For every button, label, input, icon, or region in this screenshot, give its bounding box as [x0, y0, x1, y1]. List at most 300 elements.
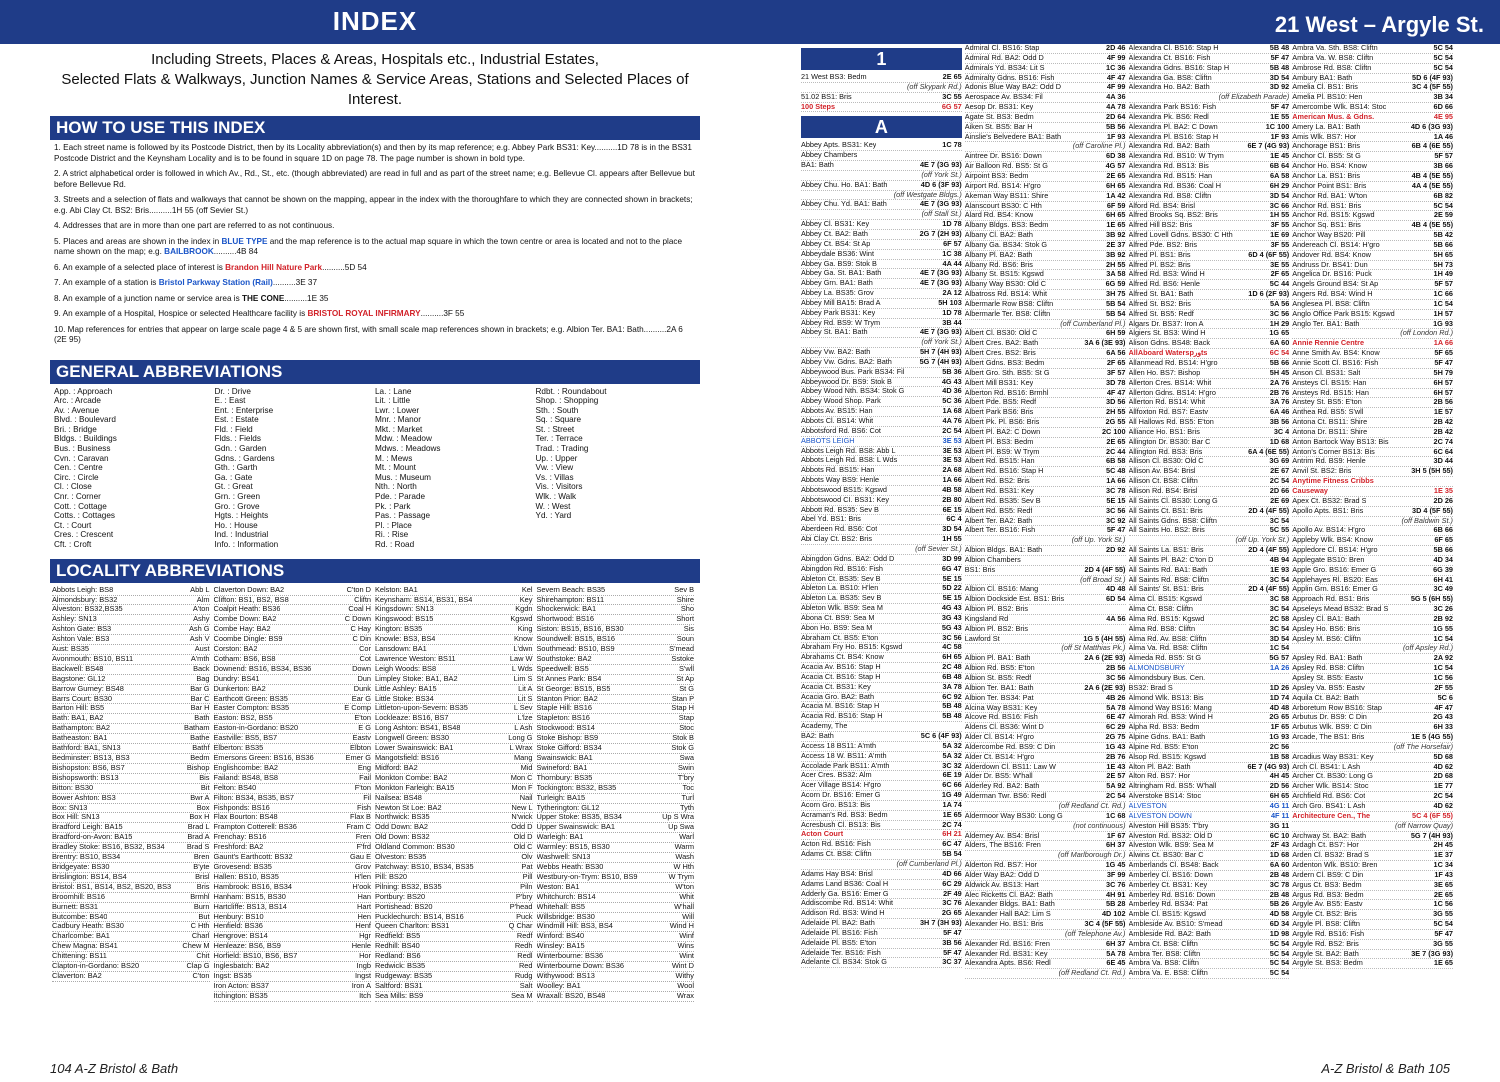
index-entry — [1292, 113, 1453, 123]
locality-entry — [375, 734, 533, 744]
entry-name: Alexander Hall BA2: Lim S — [964, 910, 1051, 919]
entry-map-ref: 2D 4 (4F 55) — [1248, 506, 1290, 515]
locality-entry — [375, 605, 533, 615]
index-entry — [801, 781, 962, 791]
entry-map-ref: 6D 34 — [1269, 920, 1290, 929]
entry-map-ref: 6H 21 — [942, 830, 962, 839]
entry-map-ref: 3E 55 — [1270, 260, 1290, 269]
entry-map-ref: 5B 54 — [1106, 299, 1126, 308]
entry-name: Arch Gro. BS41: L Ash — [1292, 801, 1366, 810]
entry-note: (off Telephone Av.) — [1065, 929, 1126, 938]
entry-name: Albany Ga. BS34: Stok G — [964, 240, 1048, 249]
locality-abbrev: Fail — [359, 772, 371, 782]
entry-map-ref: 4F 99 — [1106, 83, 1126, 92]
index-entry — [965, 517, 1126, 527]
locality-entry — [375, 675, 533, 685]
locality-entry — [214, 853, 372, 863]
entry-name: Alliance Ho. BS1: Bris — [1128, 427, 1200, 436]
locality-abbrev: Stap — [678, 713, 694, 723]
locality-abbrev: P'bry — [515, 891, 533, 901]
locality-abbrev: Abb L — [190, 584, 210, 594]
locality-name: Backwell: BS48 — [52, 664, 104, 673]
entry-name: Ardern Cl. BS9: C Din — [1292, 870, 1364, 879]
entry-name: Alpha Rd. BS3: Bedm — [1128, 723, 1200, 732]
entry-name: Albany St. BS15: Kgswd — [964, 270, 1044, 279]
entry-map-ref: 2E 67 — [1270, 467, 1290, 476]
entry-name: Aldercombe Rd. BS9: C Din — [964, 742, 1056, 751]
index-entry — [965, 891, 1126, 901]
locality-entry — [52, 833, 210, 843]
entry-map-ref: 1F 93 — [1270, 132, 1290, 141]
locality-entry — [375, 774, 533, 784]
entry-map-ref: 2D 46 — [1106, 44, 1126, 52]
index-entry — [1129, 497, 1290, 507]
entry-name: Albert Pde. BS5: Redf — [964, 398, 1037, 407]
index-entry — [965, 674, 1126, 684]
intro-line-1: Including Streets, Places & Areas, Hospitals etc., Industrial Estates, — [151, 51, 599, 68]
index-entry — [1292, 635, 1453, 645]
locality-entry — [537, 942, 695, 952]
entry-map-ref: 2A 68 — [942, 466, 962, 475]
locality-entry — [537, 843, 695, 853]
index-entry — [965, 664, 1126, 674]
howto-item: 8. An example of a junction name or service area is THE CONE..........1E 35 — [54, 293, 329, 303]
entry-name: Abbey Park BS31: Key — [801, 308, 876, 317]
entry-name: Alfred St. BS5: Redf — [1128, 309, 1194, 318]
index-entry — [801, 663, 962, 673]
index-entry-note — [965, 851, 1126, 861]
entry-name: Alderton Rd. BS7: Hor — [964, 861, 1037, 870]
locality-name: Winford: BS40 — [536, 932, 585, 941]
entry-name: Alexander Rd. BS31: Key — [964, 949, 1048, 958]
locality-abbrev: Will — [682, 911, 694, 921]
locality-abbrev: Stok B — [672, 733, 694, 743]
index-entry — [801, 200, 962, 210]
index-entry — [1292, 123, 1453, 133]
entry-map-ref: 5G 7 (4H 93) — [1410, 831, 1453, 840]
locality-entry — [52, 754, 210, 764]
index-entry — [965, 113, 1126, 123]
entry-name: All Saints La. BS1: Bris — [1128, 546, 1204, 555]
index-entry — [1292, 290, 1453, 300]
index-entry — [1129, 241, 1290, 251]
locality-name: Severn Beach: BS35 — [536, 585, 606, 594]
locality-entry — [214, 685, 372, 695]
entry-name: All Saints' St. BS1: Bris — [1128, 585, 1204, 594]
entry-map-ref: 5C 54 — [1433, 44, 1453, 52]
locality-name: Saltford: BS31 — [375, 981, 423, 990]
entry-map-ref: 2G 65 — [941, 909, 962, 918]
index-entry — [1292, 398, 1453, 408]
locality-entry — [375, 863, 533, 873]
index-entry — [1129, 142, 1290, 152]
index-entry — [965, 359, 1126, 369]
entry-map-ref: 4D 66 — [942, 869, 962, 878]
entry-map-ref: 2G 75 — [1105, 733, 1126, 742]
entry-map-ref: 3C 78 — [1269, 880, 1290, 889]
entry-name: Alder Dr. BS5: W'hall — [964, 772, 1033, 781]
index-entry — [1129, 270, 1290, 280]
entry-map-ref: 5A 32 — [942, 751, 962, 760]
entry-map-ref: 6B 82 — [1433, 191, 1453, 200]
entry-map-ref: 1F 67 — [1106, 831, 1126, 840]
locality-entry — [214, 794, 372, 804]
index-entry — [1292, 221, 1453, 231]
entry-name: Alexandra Pl. BA2: C Down — [1128, 122, 1218, 131]
entry-name: Anthea Rd. BS5: S'wll — [1292, 408, 1364, 417]
index-entry — [1292, 152, 1453, 162]
entry-name: Albany Way BS30: Old C — [964, 280, 1046, 289]
entry-note: (off Caroline Pl.) — [1072, 142, 1126, 151]
locality-entry — [375, 962, 533, 972]
locality-name: Avonmouth: BS10, BS11 — [52, 654, 134, 663]
general-abbreviations-heading: GENERAL ABBREVIATIONS — [50, 360, 700, 384]
index-entry — [1292, 142, 1453, 152]
entry-name: Albion Pl. BA1: Bath — [964, 654, 1031, 663]
entry-name: Alexandra Pl. BS16: Stap H — [1128, 132, 1219, 141]
locality-name: Easton-in-Gordano: BS20 — [213, 724, 299, 733]
entry-name: Ambra Va. W. BS8: Cliftn — [1292, 53, 1374, 62]
entry-name: Aiken St. BS5: Bar H — [964, 122, 1033, 131]
entry-map-ref: 2G 43 — [1433, 713, 1453, 722]
entry-map-ref: 1A 66 — [1433, 339, 1453, 348]
entry-name: BA2: Bath — [801, 732, 834, 740]
abbrev-entry: Mdw. : Meadow — [375, 434, 432, 444]
index-entry — [1292, 871, 1453, 881]
entry-map-ref: 1H 55 — [1269, 211, 1290, 220]
locality-entry — [214, 833, 372, 843]
locality-name: Henleaze: BS6, BS9 — [213, 942, 281, 951]
entry-map-ref: 6D 66 — [1433, 103, 1453, 112]
locality-name: Bath: BA1, BA2 — [52, 714, 104, 723]
entry-map-ref: 5E 15 — [1106, 496, 1126, 505]
locality-entry — [52, 774, 210, 784]
locality-name: Leigh Woods: BS8 — [375, 664, 437, 673]
entry-map-ref: 2C 54 — [1433, 792, 1453, 801]
locality-name: Upper Swainswick: BA1 — [536, 823, 615, 832]
entry-map-ref: 1C 54 — [1433, 664, 1453, 673]
entry-map-ref: 5F 47 — [1270, 103, 1290, 112]
index-entry — [1292, 891, 1453, 901]
index-entry — [1292, 930, 1453, 940]
locality-entry — [52, 635, 210, 645]
abbrev-entry: Lwr. : Lower — [375, 405, 420, 415]
locality-name: Claverton: BA2 — [52, 971, 102, 980]
locality-name: Monkton Combe: BA2 — [375, 773, 448, 782]
entry-name: Apollo Av. BS14: H'gro — [1292, 526, 1366, 535]
locality-name: Pilning: BS32, BS35 — [375, 882, 442, 891]
locality-abbrev: Fil — [363, 792, 371, 802]
locality-entry — [537, 685, 695, 695]
entry-map-ref: 3C 56 — [1106, 674, 1126, 682]
index-entry — [801, 762, 962, 772]
entry-map-ref: 3B 92 — [1106, 250, 1126, 259]
index-entry — [801, 702, 962, 712]
locality-abbrev: Bwr A — [190, 792, 210, 802]
locality-name: Whitchurch: BS14 — [536, 892, 596, 901]
index-entry — [1129, 802, 1290, 812]
locality-abbrev: Redl — [517, 951, 533, 961]
entry-name: Anchor La. BS1: Bris — [1292, 171, 1360, 180]
entry-map-ref: 1E 93 — [1270, 565, 1290, 574]
index-entries — [801, 44, 1456, 1034]
entry-map-ref: 1D 78 — [942, 220, 962, 229]
index-entry — [1129, 103, 1290, 113]
entry-name: Alec Ricketts Cl. BA2: Bath — [964, 890, 1053, 899]
entry-map-ref: 6H 57 — [1433, 388, 1453, 397]
locality-abbrev: Shire — [676, 594, 694, 604]
entry-name: Alexandra Apts. BS6: Redl — [964, 959, 1051, 968]
index-entry — [1129, 851, 1290, 861]
locality-abbrev: Short — [676, 614, 694, 624]
locality-name: Chittening: BS11 — [52, 952, 107, 961]
entry-name: Albion Ter. BS34: Pat — [964, 693, 1034, 702]
locality-abbrev: Rudg — [514, 970, 533, 980]
entry-map-ref: 1H 57 — [1433, 309, 1453, 318]
index-entry — [1292, 241, 1453, 251]
entry-name: Aesop Dr. BS31: Key — [964, 103, 1034, 112]
locality-abbrev: Mid — [520, 762, 533, 772]
entry-map-ref: 6E 19 — [942, 771, 962, 780]
locality-abbrev: Warm — [674, 842, 694, 852]
locality-abbrev: Bar C — [190, 693, 210, 703]
locality-entry — [214, 645, 372, 655]
locality-abbrev: Bathf — [192, 743, 210, 753]
entry-map-ref: 4B 4 (5E 55) — [1411, 171, 1453, 180]
entry-name: Access 18 W. BS11: A'mth — [801, 751, 887, 760]
entry-map-ref: 5C 54 — [1269, 959, 1290, 968]
locality-name: Dundry: BS41 — [213, 674, 260, 683]
locality-entry — [214, 952, 372, 962]
index-entry — [801, 309, 962, 319]
entry-name: Albert Rd. BS15: Han — [964, 457, 1035, 466]
entry-name: Apsley St. BS5: Eastv — [1292, 674, 1364, 682]
index-entry — [1292, 910, 1453, 920]
entry-name: Albert Rd. BS16: Stap H — [964, 467, 1044, 476]
locality-entry — [52, 853, 210, 863]
entry-map-ref: 1D 6 (2F 93) — [1248, 290, 1290, 299]
entry-name: Acton Rd. BS16: Fish — [801, 840, 871, 849]
locality-entry — [214, 883, 372, 893]
index-entry — [965, 507, 1126, 517]
locality-entry — [375, 615, 533, 625]
entry-name: Argus Rd. BS3: Bedm — [1292, 890, 1364, 899]
abbrev-column — [375, 387, 536, 550]
locality-name: Bower Ashton: BS3 — [52, 793, 116, 802]
locality-name: Flax Bourton: BS48 — [213, 813, 278, 822]
locality-abbrev: Brad L — [187, 822, 210, 832]
entry-map-ref: 5G 57 — [1269, 654, 1290, 663]
entry-note: (off Apsley Rd.) — [1402, 644, 1453, 653]
entry-name: Adonis Blue Way BA2: Odd D — [964, 83, 1062, 92]
locality-name: Tockington: BS32, BS35 — [536, 783, 617, 792]
locality-name: Redhill: BS40 — [375, 942, 420, 951]
entry-map-ref: 6A 60 — [1270, 861, 1290, 870]
entry-map-ref: 2G 7 (2H 93) — [919, 229, 962, 238]
entry-name: Anton Bartock Way BS13: Bis — [1292, 437, 1389, 446]
locality-entry — [537, 615, 695, 625]
locality-entry — [214, 784, 372, 794]
entry-note: (off Skypark Rd.) — [907, 82, 962, 91]
entry-name: Antona Ct. BS11: Shire — [1292, 418, 1368, 427]
entry-map-ref: 2C 44 — [1106, 447, 1126, 456]
index-entry — [801, 899, 962, 909]
locality-entry — [375, 952, 533, 962]
howto-item: 10. Map references for entries that appear on large scale page 4 & 5 are shown first, with small scale map references shown in brackets; e.g. Albion Ter. BA1: Bath..........2A 6 (2E 95) — [54, 324, 683, 344]
entry-name: Albion Pl. BS2: Bris — [964, 624, 1029, 633]
entry-name: Abraham Ct. BS5: E'ton — [801, 633, 879, 642]
entry-map-ref: 3G 55 — [1433, 939, 1453, 948]
index-entry — [801, 260, 962, 270]
entry-name: Abona Ct. BS9: Sea M — [801, 613, 875, 622]
locality-abbrev: Fram C — [346, 822, 371, 832]
locality-entry — [537, 625, 695, 635]
entry-map-ref: 4G 43 — [941, 604, 962, 613]
entry-map-ref: 2C 48 — [942, 663, 962, 672]
entry-map-ref: 4F 11 — [1270, 811, 1290, 820]
index-entry — [1292, 457, 1453, 467]
entry-map-ref: 6E 15 — [942, 505, 962, 514]
entry-name: Alexandra Rd. BA2: Bath — [1128, 142, 1210, 151]
entry-name: Albion Ter. BA1: Bath — [964, 683, 1034, 692]
entry-map-ref: 1G 49 — [941, 791, 962, 800]
index-entry — [965, 940, 1126, 950]
entry-map-ref: 2E 65 — [1433, 890, 1453, 899]
index-entry — [801, 732, 962, 742]
entry-map-ref: 6G 57 — [941, 102, 962, 111]
index-entry — [965, 231, 1126, 241]
entry-map-ref: 1C 66 — [1433, 290, 1453, 299]
locality-abbrev: Hor — [359, 951, 371, 961]
locality-abbrev: Kel — [521, 584, 533, 594]
entry-map-ref: 6H 37 — [1106, 841, 1126, 850]
index-entry — [1129, 438, 1290, 448]
locality-entry — [375, 982, 533, 992]
entry-map-ref: 5F 47 — [1434, 359, 1453, 367]
locality-abbrev: Bath — [194, 713, 210, 723]
locality-name: Aust: BS35 — [52, 645, 89, 654]
entry-map-ref: 5B 66 — [1433, 240, 1453, 249]
entry-map-ref: 2G 55 — [1105, 418, 1126, 427]
locality-entry — [214, 903, 372, 913]
locality-entry — [52, 784, 210, 794]
entry-name: BS1: Bris — [964, 565, 996, 574]
entry-name: Albert Pk. Pl. BS6: Bris — [964, 418, 1040, 427]
locality-abbrev: Ingst — [354, 970, 371, 980]
entry-name: Anytime Fitness Cribbs — [1292, 477, 1374, 486]
abbrev-entry: E. : East — [214, 396, 246, 406]
entry-map-ref: 1A 74 — [942, 800, 962, 809]
index-entry — [965, 300, 1126, 310]
entry-map-ref: 1C 100 — [1265, 122, 1290, 131]
entry-map-ref: 1G 65 — [1269, 329, 1290, 338]
index-entry — [1292, 782, 1453, 792]
locality-abbrev: Red — [518, 961, 533, 971]
entry-name: Abingdon Rd. BS16: Fish — [801, 564, 883, 573]
index-entry — [1292, 133, 1453, 143]
entry-map-ref: 1D 74 — [1269, 693, 1290, 702]
index-entry — [1129, 221, 1290, 231]
entry-map-ref: 5A 92 — [1106, 782, 1126, 791]
index-entry — [1129, 546, 1290, 556]
index-entry — [965, 172, 1126, 182]
abbrev-entry: Sth. : South — [535, 405, 579, 415]
locality-entry — [52, 615, 210, 625]
entry-map-ref: 3C 4 — [1273, 427, 1290, 436]
abbrev-entry: Cl. : Close — [54, 482, 92, 492]
entry-name: Abbeywood Dr. BS9: Stok B — [801, 377, 892, 386]
index-entry — [1129, 329, 1290, 339]
entry-name: Applegate BS10: Bren — [1292, 555, 1365, 564]
entry-map-ref: 3D 54 — [1269, 73, 1290, 82]
index-entry — [965, 526, 1126, 536]
index-entry — [965, 861, 1126, 871]
locality-abbrev: Know — [514, 634, 533, 644]
index-entry — [965, 723, 1126, 733]
locality-abbrev: Sea M — [511, 990, 533, 1000]
index-entry — [1292, 704, 1453, 714]
locality-abbrev: Withy — [675, 970, 694, 980]
entry-name: Kingsland Rd — [964, 614, 1009, 623]
entry-map-ref: 5B 66 — [1433, 546, 1453, 555]
entry-name: Alexandra Pk. BS6: Redl — [1128, 112, 1209, 121]
entry-name: Archer Wlk. BS14: Stoc — [1292, 782, 1369, 791]
entry-name: Abbey Chambers — [801, 151, 858, 160]
entry-map-ref: 3F 57 — [1106, 368, 1126, 377]
locality-entry — [537, 962, 695, 972]
entry-name: Alsop Rd. BS15: Kgswd — [1128, 752, 1206, 761]
entry-name: Abon Ho. BS9: Sea M — [801, 623, 873, 632]
entry-name: Alexandra Gdns. BS16: Stap H — [1128, 63, 1230, 72]
index-entry — [1292, 536, 1453, 546]
index-entry — [801, 683, 962, 693]
entry-map-ref: 6C 29 — [1106, 723, 1126, 732]
entry-name: Amis Wlk. BS7: Hor — [1292, 132, 1357, 141]
entry-map-ref: 1E 77 — [1433, 782, 1453, 791]
entry-map-ref: 1A 46 — [1433, 132, 1453, 141]
entry-name: Abbey Rd. BS9: W Trym — [801, 318, 881, 327]
locality-name: Weston: BA1 — [536, 882, 580, 891]
entry-name: Albert Pl. BS3: Bedm — [964, 437, 1034, 446]
locality-entry — [214, 774, 372, 784]
entry-name: Albany Pl. BA2: Bath — [964, 250, 1033, 259]
entry-map-ref: 4A 36 — [1106, 93, 1126, 102]
entry-map-ref: 3C 55 — [942, 92, 962, 101]
locality-entry — [375, 823, 533, 833]
locality-column — [537, 586, 699, 1002]
entry-name: Ambleside Rd. BA2: Bath — [1128, 929, 1211, 938]
abbrev-entry: M. : Mews — [375, 453, 413, 463]
index-entry — [801, 240, 962, 250]
entry-map-ref: 5H 45 — [1269, 368, 1290, 377]
locality-entry — [214, 972, 372, 982]
locality-abbrev: Bren — [193, 852, 210, 862]
entry-name: Accolade Park BS11: A'mth — [801, 761, 890, 770]
locality-name: Bridgeyate: BS30 — [52, 862, 110, 871]
entry-map-ref: 1F 65 — [1270, 723, 1290, 732]
locality-abbrev: L Ash — [514, 723, 533, 733]
index-entry — [801, 811, 962, 821]
entry-map-ref: 2D 4 (4F 55) — [1248, 546, 1290, 555]
index-entry — [965, 438, 1126, 448]
entry-map-ref: 3B 56 — [942, 938, 962, 947]
index-entry — [801, 673, 962, 683]
locality-entry — [537, 754, 695, 764]
entry-map-ref: 1D 68 — [1269, 437, 1290, 446]
abbrev-entry: Wlk. : Walk — [535, 492, 577, 502]
entry-name: Angers Rd. BS4: Wind H — [1292, 290, 1373, 299]
locality-abbrev: Key — [519, 594, 533, 604]
